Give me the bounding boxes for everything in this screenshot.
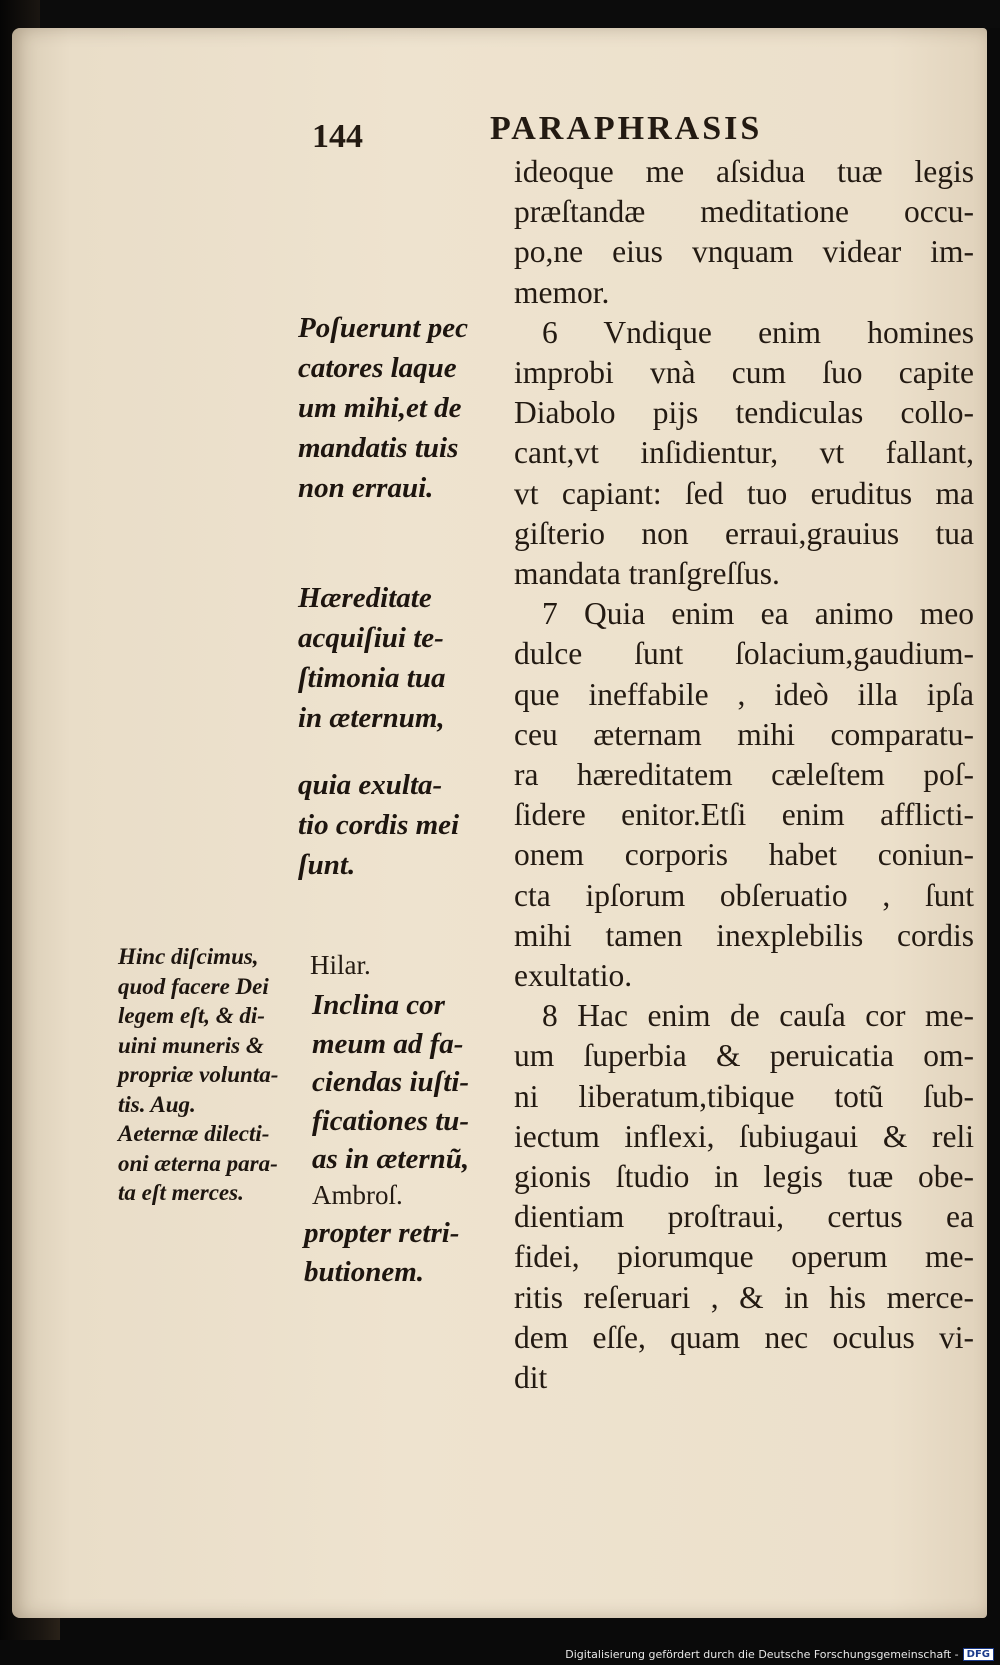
body-line: improbi vnà cum ſuo capite (514, 355, 974, 391)
body-line: memor. (514, 274, 610, 310)
margin-line: ciendas iuſti- (312, 1066, 470, 1098)
margin-line: as in æternũ, (312, 1143, 470, 1175)
body-line: mihi tamen inexplebilis cordis (514, 917, 974, 953)
body-line: iectum inflexi, ſubiugaui & reli (514, 1118, 974, 1154)
body-line: mandata tranſgreſſus. (514, 556, 780, 592)
margin-line: catores laque (298, 352, 457, 384)
margin-line: non erraui. (298, 472, 434, 504)
body-line: fidei, piorumque operum me- (514, 1239, 974, 1275)
body-line: præſtandæ meditatione occu- (514, 194, 974, 230)
margin-line: meum ad fa- (312, 1027, 464, 1060)
body-line: ni liberatum,tibique totũ ſub- (514, 1078, 974, 1114)
margin-note-verse8b (304, 1214, 494, 1291)
body-line: cant,vt inſidientur, vt fallant, (514, 435, 974, 471)
body-line: cta ipſorum obſeruatio , ſunt (514, 877, 974, 913)
digitization-credit (565, 1648, 994, 1661)
margin-note-verse6 (298, 308, 488, 508)
margin-line: ficationes tu- (312, 1104, 470, 1137)
credit-text: Digitalisierung gefördert durch die Deutsche Forschungsgemeinschaft - (565, 1648, 959, 1661)
body-line: dulce ſunt ſolacium,gaudium- (514, 636, 974, 672)
page-number: 144 (312, 118, 363, 155)
dfg-logo: DFG (963, 1648, 994, 1661)
body-line: que ineffabile , ideò illa ipſa (514, 676, 974, 712)
margin-line: quod facere Dei (118, 973, 269, 999)
margin-line: Inclina cor (312, 989, 445, 1021)
body-line: vt capiant: ſed tuo eruditus ma (514, 475, 974, 511)
margin-line: acquiſiui te- (298, 622, 444, 654)
body-line: giſterio non erraui,grauius tua (514, 515, 974, 551)
margin-line: Hæreditate (298, 582, 432, 614)
body-line: onem corporis habet coniun- (514, 837, 974, 873)
margin-line: propriæ volunta- (118, 1062, 279, 1087)
margin-note-augustine (118, 942, 308, 1208)
margin-note-verse7a (298, 578, 488, 738)
margin-line: uini muneris & (118, 1032, 264, 1058)
body-line: 6 Vndique enim homines (542, 314, 974, 350)
page-top-shadow (40, 0, 1000, 28)
body-text (514, 152, 974, 1398)
margin-line: oni æterna para- (118, 1150, 278, 1176)
margin-ref-hilar: Hilar. (310, 950, 371, 980)
body-line: dem eſſe, quam nec oculus vi- (514, 1319, 974, 1355)
margin-line: in æternum, (298, 702, 445, 734)
margin-line: Aeternæ dilecti- (118, 1121, 270, 1146)
margin-line: um mihi,et de (298, 392, 462, 424)
margin-note-verse8 (312, 986, 502, 1179)
body-line: um ſuperbia & peruicatia om- (514, 1038, 974, 1074)
body-line: Diabolo pijs tendiculas collo- (514, 395, 974, 431)
margin-line: tis. Aug. (118, 1091, 196, 1117)
margin-line: Hinc diſcimus, (118, 944, 259, 969)
body-line: ideoque me aſsidua tuæ legis (514, 154, 974, 189)
margin-line: ſunt. (298, 849, 356, 881)
running-title: PARAPHRASIS (490, 110, 763, 147)
body-line: ritis reſeruari , & in his merce- (514, 1279, 974, 1315)
body-line: po,ne eius vnquam videar im- (514, 234, 974, 270)
margin-line: ſtimonia tua (298, 662, 446, 694)
margin-line: Poſuerunt pec (298, 312, 468, 344)
body-line: gionis ſtudio in legis tuæ obe- (514, 1159, 974, 1195)
body-line: 8 Hac enim de cauſa cor me- (542, 998, 974, 1034)
body-line: dientiam proſtraui, certus ea (514, 1199, 974, 1235)
body-line: 7 Quia enim ea animo meo (542, 596, 974, 632)
margin-note-verse7b (298, 765, 488, 885)
body-line: ceu æternam mihi comparatu- (514, 716, 974, 752)
margin-line: propter retri- (304, 1217, 460, 1249)
margin-line: butionem. (304, 1255, 425, 1288)
margin-ref-ambros: Ambroſ. (312, 1180, 403, 1210)
margin-line: tio cordis mei (298, 809, 460, 841)
margin-line: ta eſt merces. (118, 1180, 244, 1205)
body-line: ra hæreditatem cæleſtem poſ- (514, 757, 974, 793)
body-line: ſidere enitor.Etſi enim afflicti- (514, 797, 974, 833)
body-line: exultatio. (514, 958, 633, 994)
margin-line: quia exulta- (298, 769, 443, 801)
margin-line: legem eſt, & di- (118, 1003, 265, 1028)
body-line: dit (514, 1360, 548, 1396)
margin-line: mandatis tuis (298, 432, 459, 464)
